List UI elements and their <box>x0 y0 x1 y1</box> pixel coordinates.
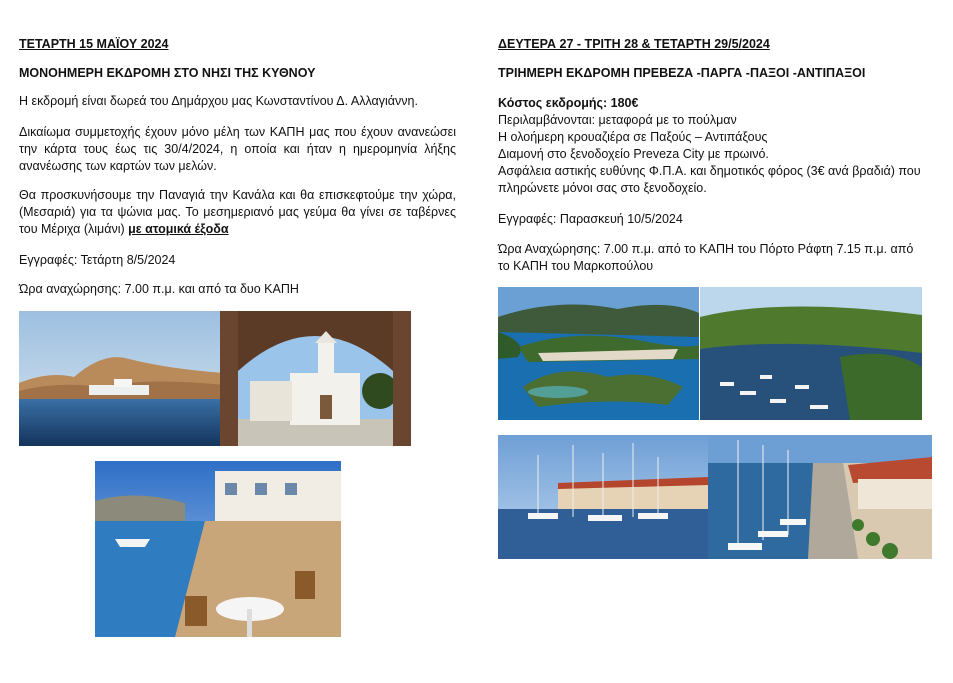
left-itinerary-text: Θα προσκυνήσουμε την Παναγιά την Κανάλα και θα επισκεφτούμε την χώρα, (Μεσαριά) για τα ψώνια μας. Το μεσημεριανό μας γεύμα θα γίνει σε ταβέρνες του Μέριχα (λιμάνι) <box>19 188 456 236</box>
left-registration: Εγγραφές: Τετάρτη 8/5/2024 <box>19 253 176 267</box>
left-departure: Ώρα αναχώρησης: 7.00 π.μ. και από τα δυο ΚΑΠΗ <box>19 282 299 296</box>
parga-aerial-photo <box>498 287 699 420</box>
left-paragraph-itinerary <box>19 187 456 238</box>
kythnos-church-photo <box>220 311 411 446</box>
preveza-waterfront-photo <box>708 435 932 559</box>
left-trip-date: ΤΕΤΑΡΤΗ 15 ΜΑΪΟΥ 2024 <box>19 37 169 51</box>
right-departure: Ώρα Αναχώρησης: 7.00 π.μ. από το ΚΑΠΗ του Πόρτο Ράφτη 7.15 π.μ. από το ΚΑΠΗ του Μαρκοπούλου <box>498 242 914 273</box>
right-trip-title: ΤΡΙΗΜΕΡΗ ΕΚΔΡΟΜΗ ΠΡΕΒΕΖΑ -ΠΑΡΓΑ -ΠΑΞΟΙ -ΑΝΤΙΠΑΞΟΙ <box>498 66 866 80</box>
right-trip-date: ΔΕΥΤΕΡΑ 27 - ΤΡΙΤΗ 28 & ΤΕΤΑΡΤΗ 29/5/2024 <box>498 37 770 51</box>
right-registration: Εγγραφές: Παρασκευή 10/5/2024 <box>498 212 683 226</box>
right-includes-insurance: Ασφάλεια αστικής ευθύνης Φ.Π.Α. και δημοτικός φόρος (3€ ανά βραδιά) που πληρώνετε μόνοι σας στο ξενοδοχείο. <box>498 164 921 195</box>
left-trip-title: ΜΟΝΟΗΜΕΡΗ ΕΚΔΡΟΜΗ ΣΤΟ ΝΗΣΙ ΤΗΣ ΚΥΘΝΟΥ <box>19 66 316 80</box>
right-includes-transport: Περιλαμβάνονται: μεταφορά με το πούλμαν <box>498 113 737 127</box>
left-itinerary-emphasis: με ατομικά έξοδα <box>128 222 229 236</box>
preveza-marina-photo <box>498 435 708 559</box>
right-trip-cost: Κόστος εκδρομής: 180€ <box>498 96 639 110</box>
kythnos-harbor-photo <box>19 311 224 446</box>
left-paragraph-eligibility: Δικαίωμα συμμετοχής έχουν μόνο μέλη των ΚΑΠΗ μας που έχουν ανανεώσει την κάρτα τους έως τις 30/4/2024, η οποία και ήταν η ημερομηνία λήξης ανανέωσης των καρτών των μελών. <box>19 125 456 173</box>
right-includes-cruise: Η ολοήμερη κρουαζιέρα σε Παξούς – Αντιπάξους <box>498 130 768 144</box>
right-includes-hotel: Διαμονή στο ξενοδοχείο Preveza City με πρωινό. <box>498 147 769 161</box>
merichas-beach-photo <box>95 461 341 637</box>
left-paragraph-donation: Η εκδρομή είναι δωρεά του Δημάρχου μας Κωνσταντίνου Δ. Αλλαγιάννη. <box>19 94 418 108</box>
gaios-harbor-photo <box>700 287 922 420</box>
